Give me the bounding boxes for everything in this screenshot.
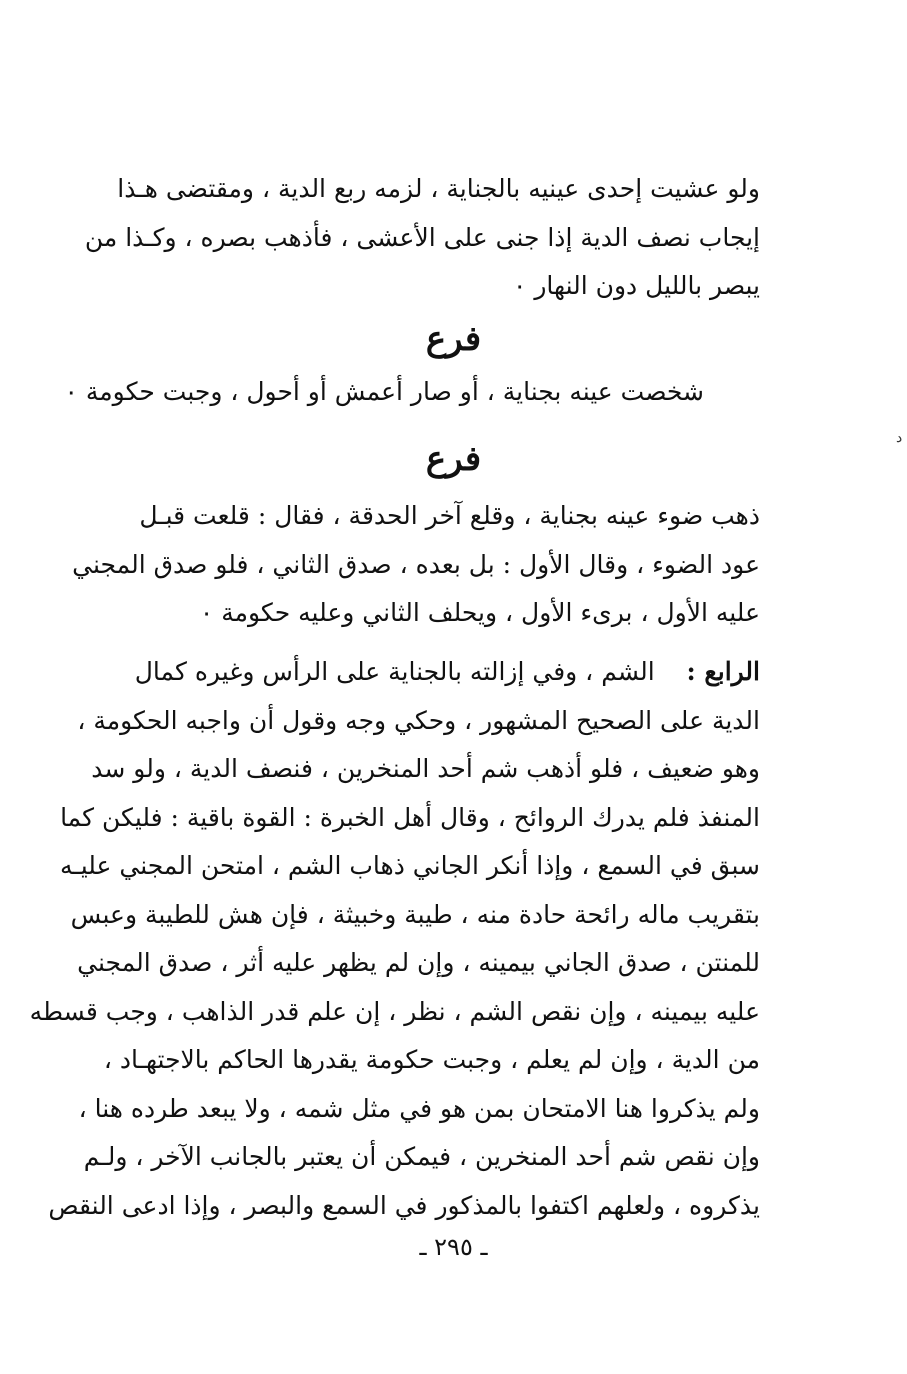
text-line: وهو ضعيف ، فلو أذهب شم أحد المنخرين ، فنصف الدية ، ولو سد (91, 754, 760, 783)
text-line: ولم يذكروا هنا الامتحان بمن هو في مثل شمه ، ولا يبعد طرده هنا ، (78, 1093, 760, 1123)
text-line: إيجاب نصف الدية إذا جنى على الأعشى ، فأذهب بصره ، وكـذا من (84, 222, 760, 252)
first-line-text: الشم ، وفي إزالته بالجناية على الرأس وغيره كمال (134, 657, 655, 686)
text-line: عليه الأول ، برىء الأول ، ويحلف الثاني وعليه حكومة ٠ (199, 598, 760, 627)
text-line: ولو عشيت إحدى عينيه بالجناية ، لزمه ربع الدية ، ومقتضى هـذا (117, 174, 760, 203)
text-line: للمنتن ، صدق الجاني بيمينه ، وإن لم يظهر عليه أثر ، صدق المجني (77, 948, 760, 977)
text-line: ذهب ضوء عينه بجناية ، وقلع آخر الحدقة ، فقال : قلعت قبـل (139, 501, 760, 530)
paragraph-night-blindness (84, 165, 760, 311)
paragraph-eye-light (72, 492, 760, 638)
text-line: الدية على الصحيح المشهور ، وحكي وجه وقول أن واجبه الحكومة ، (77, 705, 760, 735)
text-line: المنفذ فلم يدرك الروائح ، وقال أهل الخبرة : القوة باقية : فليكن كما (60, 802, 760, 832)
text-line: عود الضوء ، وقال الأول : بل بعده ، صدق الثاني ، فلو صدق المجني (72, 549, 760, 579)
paragraph-smell (29, 648, 760, 1230)
page-number: ـ ٢٩٥ ـ (419, 1233, 488, 1261)
text-line: يبصر بالليل دون النهار ٠ (512, 271, 760, 300)
section-heading-2: فرع (425, 439, 482, 479)
text-line-first (108, 648, 760, 697)
text-line: يذكروه ، ولعلهم اكتفوا بالمذكور في السمع والبصر ، وإذا ادعى النقص (48, 1190, 760, 1220)
text-line: وإن نقص شم أحد المنخرين ، فيمكن أن يعتبر بالجانب الآخر ، ولـم (83, 1142, 760, 1171)
text-line: سبق في السمع ، وإذا أنكر الجاني ذهاب الشم ، امتحن المجني عليـه (60, 851, 760, 880)
text-line: شخصت عينه بجناية ، أو صار أعمش أو أحول ، وجبت حكومة ٠ (64, 377, 704, 406)
paragraph-squint (64, 368, 704, 417)
text-line: عليه بيمينه ، وإن نقص الشم ، نظر ، إن علم قدر الذاهب ، وجب قسطه (29, 996, 760, 1026)
margin-mark: د (896, 430, 903, 446)
text-line: من الدية ، وإن لم يعلم ، وجبت حكومة يقدرها الحاكم بالاجتهـاد ، (103, 1045, 760, 1074)
section-lead: الرابع : (686, 657, 760, 686)
section-heading-1: فرع (425, 319, 482, 359)
text-line: بتقريب ماله رائحة حادة منه ، طيبة وخبيثة ، فإن هش للطيبة وعبس (70, 899, 760, 929)
